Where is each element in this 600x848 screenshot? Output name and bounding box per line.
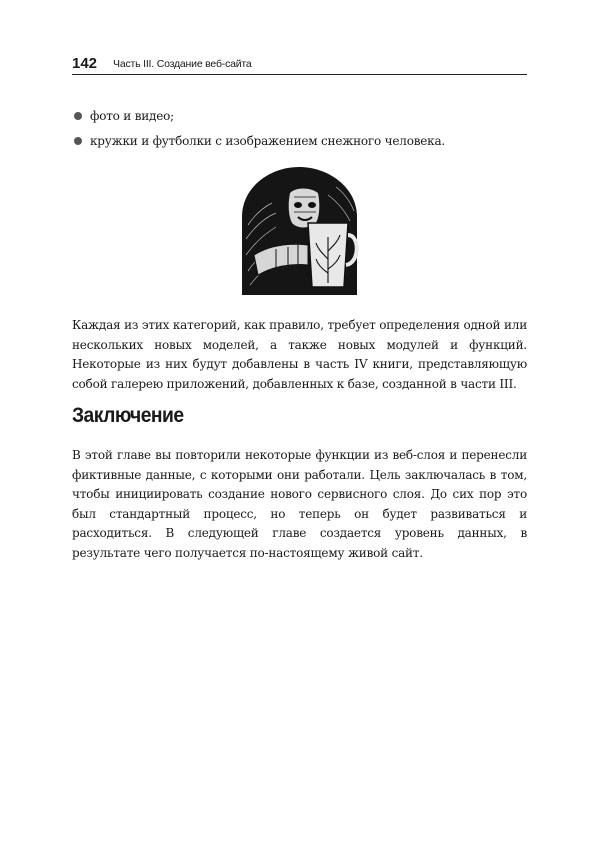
section-title: Заключение (72, 404, 184, 427)
bullet-list (72, 104, 527, 154)
running-title: Часть III. Создание веб-сайта (113, 58, 252, 70)
bullet-icon (74, 112, 82, 120)
list-item (72, 129, 527, 154)
page-number: 142 (72, 55, 98, 72)
body-paragraph: Каждая из этих категорий, как правило, требует определения одной или нескольких новых моделей, а также новых модулей и функций. Некоторые из них будут добавлены в часть IV книги, представляющую собой галерею приложений, добавленных к базе, созданной в части III. (72, 318, 527, 391)
list-item (72, 104, 527, 129)
bullet-icon (74, 137, 82, 145)
conclusion-paragraph: В этой главе вы повторили некоторые функции из веб-слоя и перенесли фиктивные данные, с которыми они работали. Цель заключалась в том, чтобы инициировать создание нового сервисного слоя. До сих пор это был стандартный процесс, но теперь он будет развиваться и расходиться. В следующей главе создается уровень данных, в результате чего получается по-настоящему живой сайт. (72, 448, 527, 560)
list-item-text: кружки и футболки с изображением снежного человека. (90, 134, 446, 148)
page-header (72, 50, 527, 75)
list-item-text: фото и видео; (90, 109, 175, 123)
yeti-with-mug-engraving-icon (236, 165, 363, 295)
